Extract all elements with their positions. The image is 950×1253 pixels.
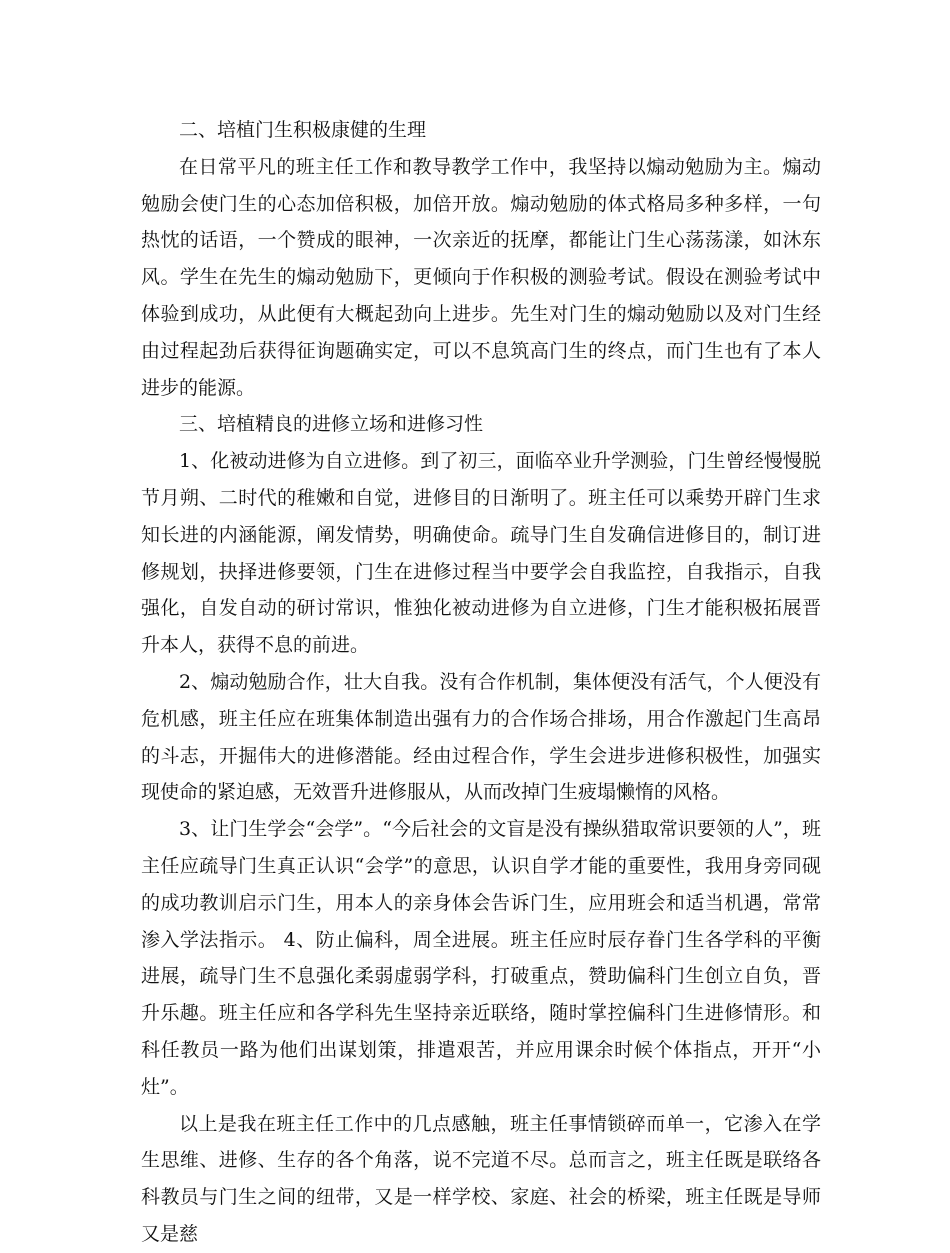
paragraph-item-1: 1、化被动进修为自立进修。到了初三，面临卒业升学测验，门生曾经慢慢脱节月朔、二时代的稚嫩和自觉，进修目的日渐明了。班主任可以乘势开辟门生求知长进的内涵能源，阐发情势，明确使命。疏导门生自发确信进修目的，制订进修规划，抉择进修要领，门生在进修过程当中要学会自我监控，自我指示，自我强化，自发自动的研讨常识，惟独化被动进修为自立进修，门生才能积极拓展晋升本人，获得不息的前进。 [141, 450, 821, 657]
paragraph-conclusion: 以上是我在班主任工作中的几点感触，班主任事情锁碎而单一，它渗入在学生思维、进修、生存的各个角落，说不完道不尽。总而言之，班主任既是联络各科教员与门生之间的纽带，又是一样学校、家庭、社会的桥梁，班主任既是导师又是慈 [141, 1112, 821, 1245]
paragraph-item-2: 2、煽动勉励合作，壮大自我。没有合作机制，集体便没有活气，个人便没有危机感，班主任应在班集体制造出强有力的合作场合排场，用合作激起门生高昂的斗志，开掘伟大的进修潜能。经由过程合作，学生会进步进修积极性，加强实现使命的紧迫感，无效晋升进修服从，从而改掉门生疲塌懒惰的风格。 [141, 670, 821, 804]
document-body [141, 112, 821, 1253]
section-heading-3: 三、培植精良的进修立场和进修习性 [179, 413, 484, 436]
paragraph-encouragement: 在日常平凡的班主任工作和教导教学工作中，我坚持以煽动勉励为主。煽动勉励会使门生的心态加倍积极，加倍开放。煽动勉励的体式格局多种多样，一句热忱的话语，一个赞成的眼神，一次亲近的抚摩，都能让门生心荡荡漾，如沐东风。学生在先生的煽动勉励下，更倾向于作积极的测验考试。假设在测验考试中体验到成功，从此便有大概起劲向上进步。先生对门生的煽动勉励以及对门生经由过程起劲后获得征询题确实定，可以不息筑高门生的终点，而门生也有了本人进步的能源。 [141, 155, 821, 399]
section-heading-2: 二、培植门生积极康健的生理 [179, 119, 427, 141]
paragraph-item-3-4: 3、让门生学会“会学”。“今后社会的文盲是没有操纵猎取常识要领的人”，班主任应疏导门生真正认识“会学”的意思，认识自学才能的重要性，我用身旁同砚的成功教训启示门生，用本人的亲身体会告诉门生，应用班会和适当机遇，常常渗入学法指示。 4、防止偏科，周全进展。班主任应时辰存眷门生各学科的平衡进展，疏导门生不息强化柔弱虚弱学科，打破重点，赞助偏科门生创立自负，晋升乐趣。班主任应和各学科先生坚持亲近联络，随时掌控偏科门生进修情形。和科任教员一路为他们出谋划策，排遣艰苦，并应用课余时候个体指点，开开“小灶”。 [141, 818, 821, 1098]
